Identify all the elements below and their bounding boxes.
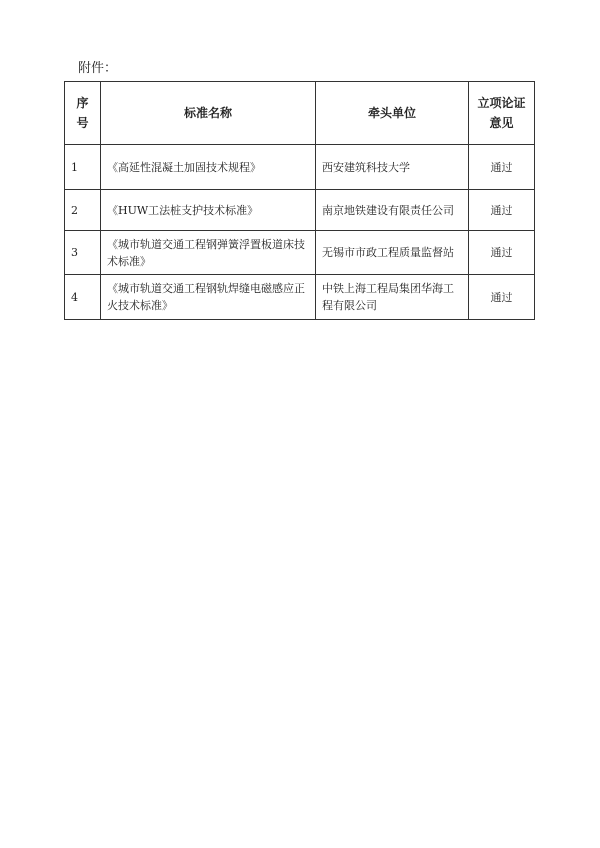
header-serial-number: 序号: [65, 82, 101, 145]
row-lead-unit: 西安建筑科技大学: [316, 145, 469, 190]
row-approval-opinion: 通过: [469, 231, 535, 275]
table-header-row: [65, 82, 535, 145]
row-lead-unit: 中铁上海工程局集团华海工程有限公司: [316, 275, 469, 320]
row-serial-number: 1: [65, 145, 101, 190]
table-row: [65, 145, 535, 190]
table-row: [65, 275, 535, 320]
row-lead-unit: 无锡市市政工程质量监督站: [316, 231, 469, 275]
row-standard-name: 《高延性混凝土加固技术规程》: [101, 145, 316, 190]
project-approval-table: [64, 81, 535, 320]
row-serial-number: 4: [65, 275, 101, 320]
row-standard-name: 《HUW工法桩支护技术标准》: [101, 190, 316, 231]
header-standard-name: 标准名称: [101, 82, 316, 145]
header-lead-unit: 牵头单位: [316, 82, 469, 145]
row-approval-opinion: 通过: [469, 145, 535, 190]
row-serial-number: 3: [65, 231, 101, 275]
row-approval-opinion: 通过: [469, 275, 535, 320]
row-standard-name: 《城市轨道交通工程钢轨焊缝电磁感应正火技术标准》: [101, 275, 316, 320]
row-serial-number: 2: [65, 190, 101, 231]
table-row: [65, 190, 535, 231]
row-standard-name: 《城市轨道交通工程钢弹簧浮置板道床技术标准》: [101, 231, 316, 275]
row-lead-unit: 南京地铁建设有限责任公司: [316, 190, 469, 231]
table-row: [65, 231, 535, 275]
attachment-label: 附件：: [78, 61, 118, 76]
header-approval-opinion: 立项论证意见: [469, 82, 535, 145]
row-approval-opinion: 通过: [469, 190, 535, 231]
